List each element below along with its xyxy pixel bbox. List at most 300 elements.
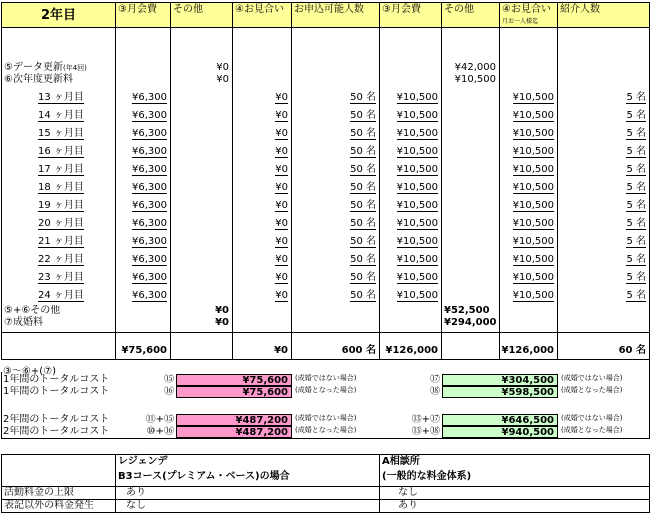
update-b-other <box>442 28 500 89</box>
month-a-cap-text: 50 名 <box>350 128 376 139</box>
compare-row <box>0 487 669 500</box>
month-a-fee <box>116 89 171 107</box>
month-label <box>1 197 116 215</box>
month-a-cap <box>292 269 380 287</box>
month-label-text: 15 ヶ月目 <box>38 128 84 139</box>
month-a-miai-text: ¥0 <box>275 236 288 247</box>
month-a-other <box>171 179 233 197</box>
compare-a-course: B3コース(プレミアム・ベース)の場合 <box>118 471 290 482</box>
month-b-miai <box>500 251 558 269</box>
update-a-other <box>171 28 233 89</box>
year1-ref-a: ⑯ <box>164 386 174 397</box>
month-b-miai <box>500 161 558 179</box>
month-row <box>0 197 669 215</box>
month-b-fee <box>380 89 442 107</box>
month-a-fee <box>116 287 171 305</box>
update-label-2: ⑥次年度更新料 <box>4 74 73 85</box>
month-label-text: 24 ヶ月目 <box>38 290 84 301</box>
month-b-other <box>442 143 500 161</box>
totals-row <box>0 332 669 360</box>
month-b-cnt <box>558 197 650 215</box>
compare-row-label: 表記以外の料金発生 <box>1 500 116 513</box>
month-a-cap <box>292 233 380 251</box>
month-a-miai-text: ¥0 <box>275 200 288 211</box>
col-a-miai: ④お見合い <box>233 2 292 28</box>
month-b-cnt-text: 5 名 <box>626 128 646 139</box>
month-label <box>1 161 116 179</box>
month-a-cap-text: 50 名 <box>350 182 376 193</box>
year2-row <box>0 426 669 438</box>
month-b-cnt <box>558 269 650 287</box>
totals-label: ③〜⑥+(⑦) <box>3 366 57 377</box>
month-a-miai <box>233 161 292 179</box>
month-a-fee <box>116 179 171 197</box>
year2-note-b: (成婚となった場合) <box>561 426 623 434</box>
month-b-fee-text: ¥10,500 <box>396 200 438 211</box>
month-b-other <box>442 125 500 143</box>
month-a-cap-text: 50 名 <box>350 272 376 283</box>
update-block <box>0 28 669 89</box>
month-a-miai <box>233 215 292 233</box>
month-b-cnt-text: 5 名 <box>626 92 646 103</box>
month-a-cap <box>292 215 380 233</box>
year1-label: 1年間のトータルコスト <box>3 386 110 397</box>
month-a-other <box>171 161 233 179</box>
compare-b-name: A相談所 <box>382 456 420 467</box>
month-b-other <box>442 89 500 107</box>
month-row <box>0 161 669 179</box>
update-b-miai <box>500 28 558 89</box>
update-labels <box>1 28 116 89</box>
month-label-text: 20 ヶ月目 <box>38 218 84 229</box>
month-a-miai <box>233 179 292 197</box>
month-label-text: 21 ヶ月目 <box>38 236 84 247</box>
extra-b-other <box>442 305 500 332</box>
month-b-fee-text: ¥10,500 <box>396 164 438 175</box>
month-b-fee-text: ¥10,500 <box>396 272 438 283</box>
month-a-cap <box>292 251 380 269</box>
month-a-fee-text: ¥6,300 <box>132 236 167 247</box>
year2-bottom-border <box>1 438 650 439</box>
month-b-fee <box>380 107 442 125</box>
month-a-fee <box>116 107 171 125</box>
update-a-fee <box>116 28 171 89</box>
year2-ref-a: ⑪+⑮ <box>145 414 174 425</box>
year-title: 2年目 <box>1 2 116 28</box>
year1-val-a: ¥75,600 <box>176 386 292 398</box>
totals-a-miai: ¥0 <box>233 332 292 360</box>
year1-val-b: ¥598,500 <box>442 386 558 398</box>
month-b-cnt-text: 5 名 <box>626 272 646 283</box>
month-a-miai-text: ¥0 <box>275 128 288 139</box>
extra-label-2: ⑦成婚料 <box>4 317 43 328</box>
month-a-other <box>171 269 233 287</box>
month-a-miai-text: ¥0 <box>275 182 288 193</box>
month-a-miai-text: ¥0 <box>275 218 288 229</box>
month-b-miai-text: ¥10,500 <box>512 236 554 247</box>
month-a-other <box>171 287 233 305</box>
month-b-cnt <box>558 251 650 269</box>
extra-b-fee <box>380 305 442 332</box>
year2-val-b: ¥646,500 <box>442 414 558 426</box>
month-b-cnt-text: 5 名 <box>626 164 646 175</box>
month-row <box>0 143 669 161</box>
year2-val-a: ¥487,200 <box>176 426 292 438</box>
month-b-cnt <box>558 125 650 143</box>
month-label-text: 17 ヶ月目 <box>38 164 84 175</box>
month-b-miai <box>500 107 558 125</box>
month-b-miai-text: ¥10,500 <box>512 290 554 301</box>
month-b-fee <box>380 251 442 269</box>
year1-val-b: ¥304,500 <box>442 374 558 386</box>
month-label <box>1 179 116 197</box>
month-b-fee <box>380 179 442 197</box>
month-b-other <box>442 287 500 305</box>
totals-a-cap: 600 名 <box>292 332 380 360</box>
month-label-text: 23 ヶ月目 <box>38 272 84 283</box>
year1-val-a: ¥75,600 <box>176 374 292 386</box>
totals-b-miai: ¥126,000 <box>500 332 558 360</box>
year1-row <box>0 386 669 398</box>
month-b-cnt-text: 5 名 <box>626 236 646 247</box>
year1-note-a: (成婚ではない場合) <box>295 374 357 382</box>
month-b-fee-text: ¥10,500 <box>396 92 438 103</box>
month-a-miai <box>233 287 292 305</box>
month-a-miai <box>233 125 292 143</box>
year1-ref-b: ⑱ <box>430 386 440 397</box>
month-label <box>1 287 116 305</box>
update-a-cap <box>292 28 380 89</box>
month-b-cnt-text: 5 名 <box>626 200 646 211</box>
month-a-fee <box>116 143 171 161</box>
month-a-cap-text: 50 名 <box>350 236 376 247</box>
month-a-fee-text: ¥6,300 <box>132 146 167 157</box>
month-a-miai <box>233 107 292 125</box>
month-label-text: 19 ヶ月目 <box>38 200 84 211</box>
month-a-miai <box>233 233 292 251</box>
month-a-other <box>171 143 233 161</box>
year2-note-b: (成婚ではない場合) <box>561 414 623 422</box>
month-a-fee-text: ¥6,300 <box>132 254 167 265</box>
month-row <box>0 89 669 107</box>
month-label <box>1 233 116 251</box>
month-b-other <box>442 107 500 125</box>
update-label-1-text: ⑤データ更新 <box>4 62 63 73</box>
month-b-miai-text: ¥10,500 <box>512 254 554 265</box>
month-a-miai <box>233 251 292 269</box>
month-b-fee <box>380 161 442 179</box>
month-a-cap <box>292 179 380 197</box>
year1-label: 1年間のトータルコスト <box>3 374 110 385</box>
month-a-cap <box>292 161 380 179</box>
month-b-miai-text: ¥10,500 <box>512 218 554 229</box>
year1-note-a: (成婚となった場合) <box>295 386 357 394</box>
month-a-miai <box>233 89 292 107</box>
month-a-fee <box>116 215 171 233</box>
compare-b-course: (一般的な料金体系) <box>382 471 472 482</box>
month-b-other <box>442 233 500 251</box>
col-b-cnt: 紹介人数 <box>558 2 650 28</box>
compare-b-head <box>380 454 650 487</box>
month-a-other <box>171 125 233 143</box>
month-a-fee <box>116 161 171 179</box>
year2-val-b: ¥940,500 <box>442 426 558 438</box>
totals-label-cell <box>1 332 116 360</box>
month-b-cnt <box>558 143 650 161</box>
month-a-fee-text: ¥6,300 <box>132 290 167 301</box>
month-a-fee-text: ¥6,300 <box>132 128 167 139</box>
month-b-cnt-text: 5 名 <box>626 146 646 157</box>
month-a-fee-text: ¥6,300 <box>132 200 167 211</box>
month-a-fee-text: ¥6,300 <box>132 182 167 193</box>
year2-ref-b: ⑬+⑰ <box>411 414 440 425</box>
year2-note-a: (成婚となった場合) <box>295 426 357 434</box>
month-a-fee-text: ¥6,300 <box>132 164 167 175</box>
month-b-cnt <box>558 287 650 305</box>
month-a-cap <box>292 125 380 143</box>
month-a-fee <box>116 233 171 251</box>
month-label <box>1 143 116 161</box>
month-b-cnt <box>558 233 650 251</box>
month-row <box>0 215 669 233</box>
totals-b-cnt: 60 名 <box>558 332 650 360</box>
month-b-other <box>442 197 500 215</box>
month-a-fee <box>116 269 171 287</box>
month-row <box>0 251 669 269</box>
month-label-text: 16 ヶ月目 <box>38 146 84 157</box>
month-a-cap-text: 50 名 <box>350 254 376 265</box>
month-b-miai-text: ¥10,500 <box>512 146 554 157</box>
month-a-miai-text: ¥0 <box>275 290 288 301</box>
month-b-miai <box>500 179 558 197</box>
month-a-cap <box>292 143 380 161</box>
compare-row <box>0 500 669 513</box>
month-a-miai-text: ¥0 <box>275 110 288 121</box>
month-label <box>1 215 116 233</box>
month-b-fee-text: ¥10,500 <box>396 218 438 229</box>
year2-ref-a: ⑩+⑯ <box>146 426 174 437</box>
month-a-cap-text: 50 名 <box>350 200 376 211</box>
header-row <box>0 2 669 28</box>
month-b-other <box>442 215 500 233</box>
month-a-fee-text: ¥6,300 <box>132 110 167 121</box>
month-b-miai <box>500 125 558 143</box>
month-b-fee-text: ¥10,500 <box>396 128 438 139</box>
col-b-miai <box>500 2 558 28</box>
month-b-cnt-text: 5 名 <box>626 254 646 265</box>
year1-right-border <box>649 360 650 400</box>
col-b-other: その他 <box>442 2 500 28</box>
update-a-other-2: ¥0 <box>216 74 229 85</box>
month-b-other <box>442 161 500 179</box>
month-a-cap <box>292 197 380 215</box>
month-label <box>1 107 116 125</box>
month-b-fee <box>380 197 442 215</box>
month-b-fee-text: ¥10,500 <box>396 110 438 121</box>
year2-ref-b: ⑬+⑱ <box>411 426 440 437</box>
compare-row-b: なし <box>380 487 650 500</box>
month-a-other <box>171 89 233 107</box>
month-label <box>1 251 116 269</box>
col-b-miai-sub: 月お一人様迄 <box>502 18 539 25</box>
month-a-cap-text: 50 名 <box>350 146 376 157</box>
month-a-other <box>171 107 233 125</box>
month-b-fee <box>380 143 442 161</box>
month-a-cap-text: 50 名 <box>350 290 376 301</box>
month-b-fee-text: ¥10,500 <box>396 182 438 193</box>
month-b-miai-text: ¥10,500 <box>512 182 554 193</box>
col-a-fee: ③月会費 <box>116 2 171 28</box>
month-row <box>0 125 669 143</box>
month-b-miai <box>500 269 558 287</box>
month-label <box>1 89 116 107</box>
month-b-miai <box>500 233 558 251</box>
year2-label: 2年間のトータルコスト <box>3 426 110 437</box>
month-label-text: 14 ヶ月目 <box>38 110 84 121</box>
extra-b-2: ¥294,000 <box>444 317 497 328</box>
month-b-fee-text: ¥10,500 <box>396 290 438 301</box>
month-b-fee-text: ¥10,500 <box>396 236 438 247</box>
extra-a-miai <box>233 305 292 332</box>
month-b-miai <box>500 143 558 161</box>
month-b-other <box>442 269 500 287</box>
month-a-cap-text: 50 名 <box>350 110 376 121</box>
year1-ref-a: ⑮ <box>164 374 174 385</box>
col-b-miai-label: ④お見合い <box>502 4 551 15</box>
month-b-cnt <box>558 179 650 197</box>
month-b-other <box>442 251 500 269</box>
month-b-miai <box>500 287 558 305</box>
year2-note-a: (成婚ではない場合) <box>295 414 357 422</box>
month-row <box>0 269 669 287</box>
month-a-miai-text: ¥0 <box>275 92 288 103</box>
col-b-fee: ③月会費 <box>380 2 442 28</box>
month-a-cap-text: 50 名 <box>350 218 376 229</box>
month-a-fee-text: ¥6,300 <box>132 272 167 283</box>
totals-a-fee: ¥75,600 <box>116 332 171 360</box>
month-a-other <box>171 251 233 269</box>
month-b-cnt-text: 5 名 <box>626 110 646 121</box>
month-label-text: 13 ヶ月目 <box>38 92 84 103</box>
month-a-fee <box>116 197 171 215</box>
year2-label: 2年間のトータルコスト <box>3 414 110 425</box>
month-row <box>0 107 669 125</box>
month-a-miai-text: ¥0 <box>275 254 288 265</box>
month-a-other <box>171 233 233 251</box>
update-a-miai <box>233 28 292 89</box>
compare-row-a: あり <box>116 487 380 500</box>
month-a-cap-text: 50 名 <box>350 92 376 103</box>
month-b-miai-text: ¥10,500 <box>512 200 554 211</box>
year2-right-border <box>649 400 650 438</box>
month-label <box>1 269 116 287</box>
month-b-fee <box>380 125 442 143</box>
update-b-other-1: ¥42,000 <box>454 62 496 73</box>
update-label-1-small: (年4回) <box>62 64 87 72</box>
compare-row-label: 活動料金の上限 <box>1 487 116 500</box>
year2-val-a: ¥487,200 <box>176 414 292 426</box>
month-b-miai-text: ¥10,500 <box>512 92 554 103</box>
month-b-cnt <box>558 161 650 179</box>
month-a-fee <box>116 125 171 143</box>
month-b-cnt-text: 5 名 <box>626 182 646 193</box>
month-b-fee-text: ¥10,500 <box>396 146 438 157</box>
month-b-cnt-text: 5 名 <box>626 218 646 229</box>
month-a-cap-text: 50 名 <box>350 164 376 175</box>
totals-a-other <box>171 332 233 360</box>
month-b-miai-text: ¥10,500 <box>512 128 554 139</box>
month-label-text: 18 ヶ月目 <box>38 182 84 193</box>
month-a-miai-text: ¥0 <box>275 272 288 283</box>
compare-row-b: あり <box>380 500 650 513</box>
month-row <box>0 233 669 251</box>
update-b-other-2: ¥10,500 <box>454 74 496 85</box>
month-a-miai <box>233 197 292 215</box>
extra-b-miai <box>500 305 558 332</box>
month-b-cnt <box>558 215 650 233</box>
month-a-cap <box>292 287 380 305</box>
month-b-miai-text: ¥10,500 <box>512 272 554 283</box>
compare-a-head <box>116 454 380 487</box>
compare-corner <box>1 454 116 487</box>
year1-left-border <box>1 372 2 400</box>
extra-a-fee <box>116 305 171 332</box>
month-b-miai <box>500 89 558 107</box>
extra-a-1: ¥0 <box>215 305 229 316</box>
extra-b-1: ¥52,500 <box>444 305 490 316</box>
compare-row-a: なし <box>116 500 380 513</box>
extra-block <box>0 305 669 332</box>
col-a-cap: お申込可能人数 <box>292 2 380 28</box>
month-b-miai-text: ¥10,500 <box>512 164 554 175</box>
extra-a-other <box>171 305 233 332</box>
month-b-fee-text: ¥10,500 <box>396 254 438 265</box>
year2-left-border <box>1 400 2 438</box>
update-a-other-1: ¥0 <box>216 62 229 73</box>
extra-labels <box>1 305 116 332</box>
month-a-cap <box>292 89 380 107</box>
month-b-fee <box>380 269 442 287</box>
update-label-1 <box>4 63 87 73</box>
month-b-cnt <box>558 107 650 125</box>
totals-b-fee: ¥126,000 <box>380 332 442 360</box>
extra-label-1: ⑤+⑥その他 <box>4 305 61 316</box>
month-a-fee-text: ¥6,300 <box>132 218 167 229</box>
year1-note-b: (成婚ではない場合) <box>561 374 623 382</box>
extra-a-2: ¥0 <box>215 317 229 328</box>
month-b-cnt <box>558 89 650 107</box>
month-a-other <box>171 197 233 215</box>
month-b-other <box>442 179 500 197</box>
month-b-miai-text: ¥10,500 <box>512 110 554 121</box>
month-b-fee <box>380 233 442 251</box>
compare-a-name: レジェンデ <box>118 456 168 467</box>
month-label-text: 22 ヶ月目 <box>38 254 84 265</box>
year1-row <box>0 374 669 386</box>
month-b-fee <box>380 287 442 305</box>
month-row <box>0 179 669 197</box>
month-b-cnt-text: 5 名 <box>626 290 646 301</box>
month-a-other <box>171 215 233 233</box>
month-a-miai <box>233 269 292 287</box>
month-a-miai <box>233 143 292 161</box>
month-b-miai <box>500 197 558 215</box>
year1-ref-b: ⑰ <box>430 374 440 385</box>
month-b-fee <box>380 215 442 233</box>
compare-table <box>0 454 669 515</box>
extra-a-cap <box>292 305 380 332</box>
col-a-other: その他 <box>171 2 233 28</box>
